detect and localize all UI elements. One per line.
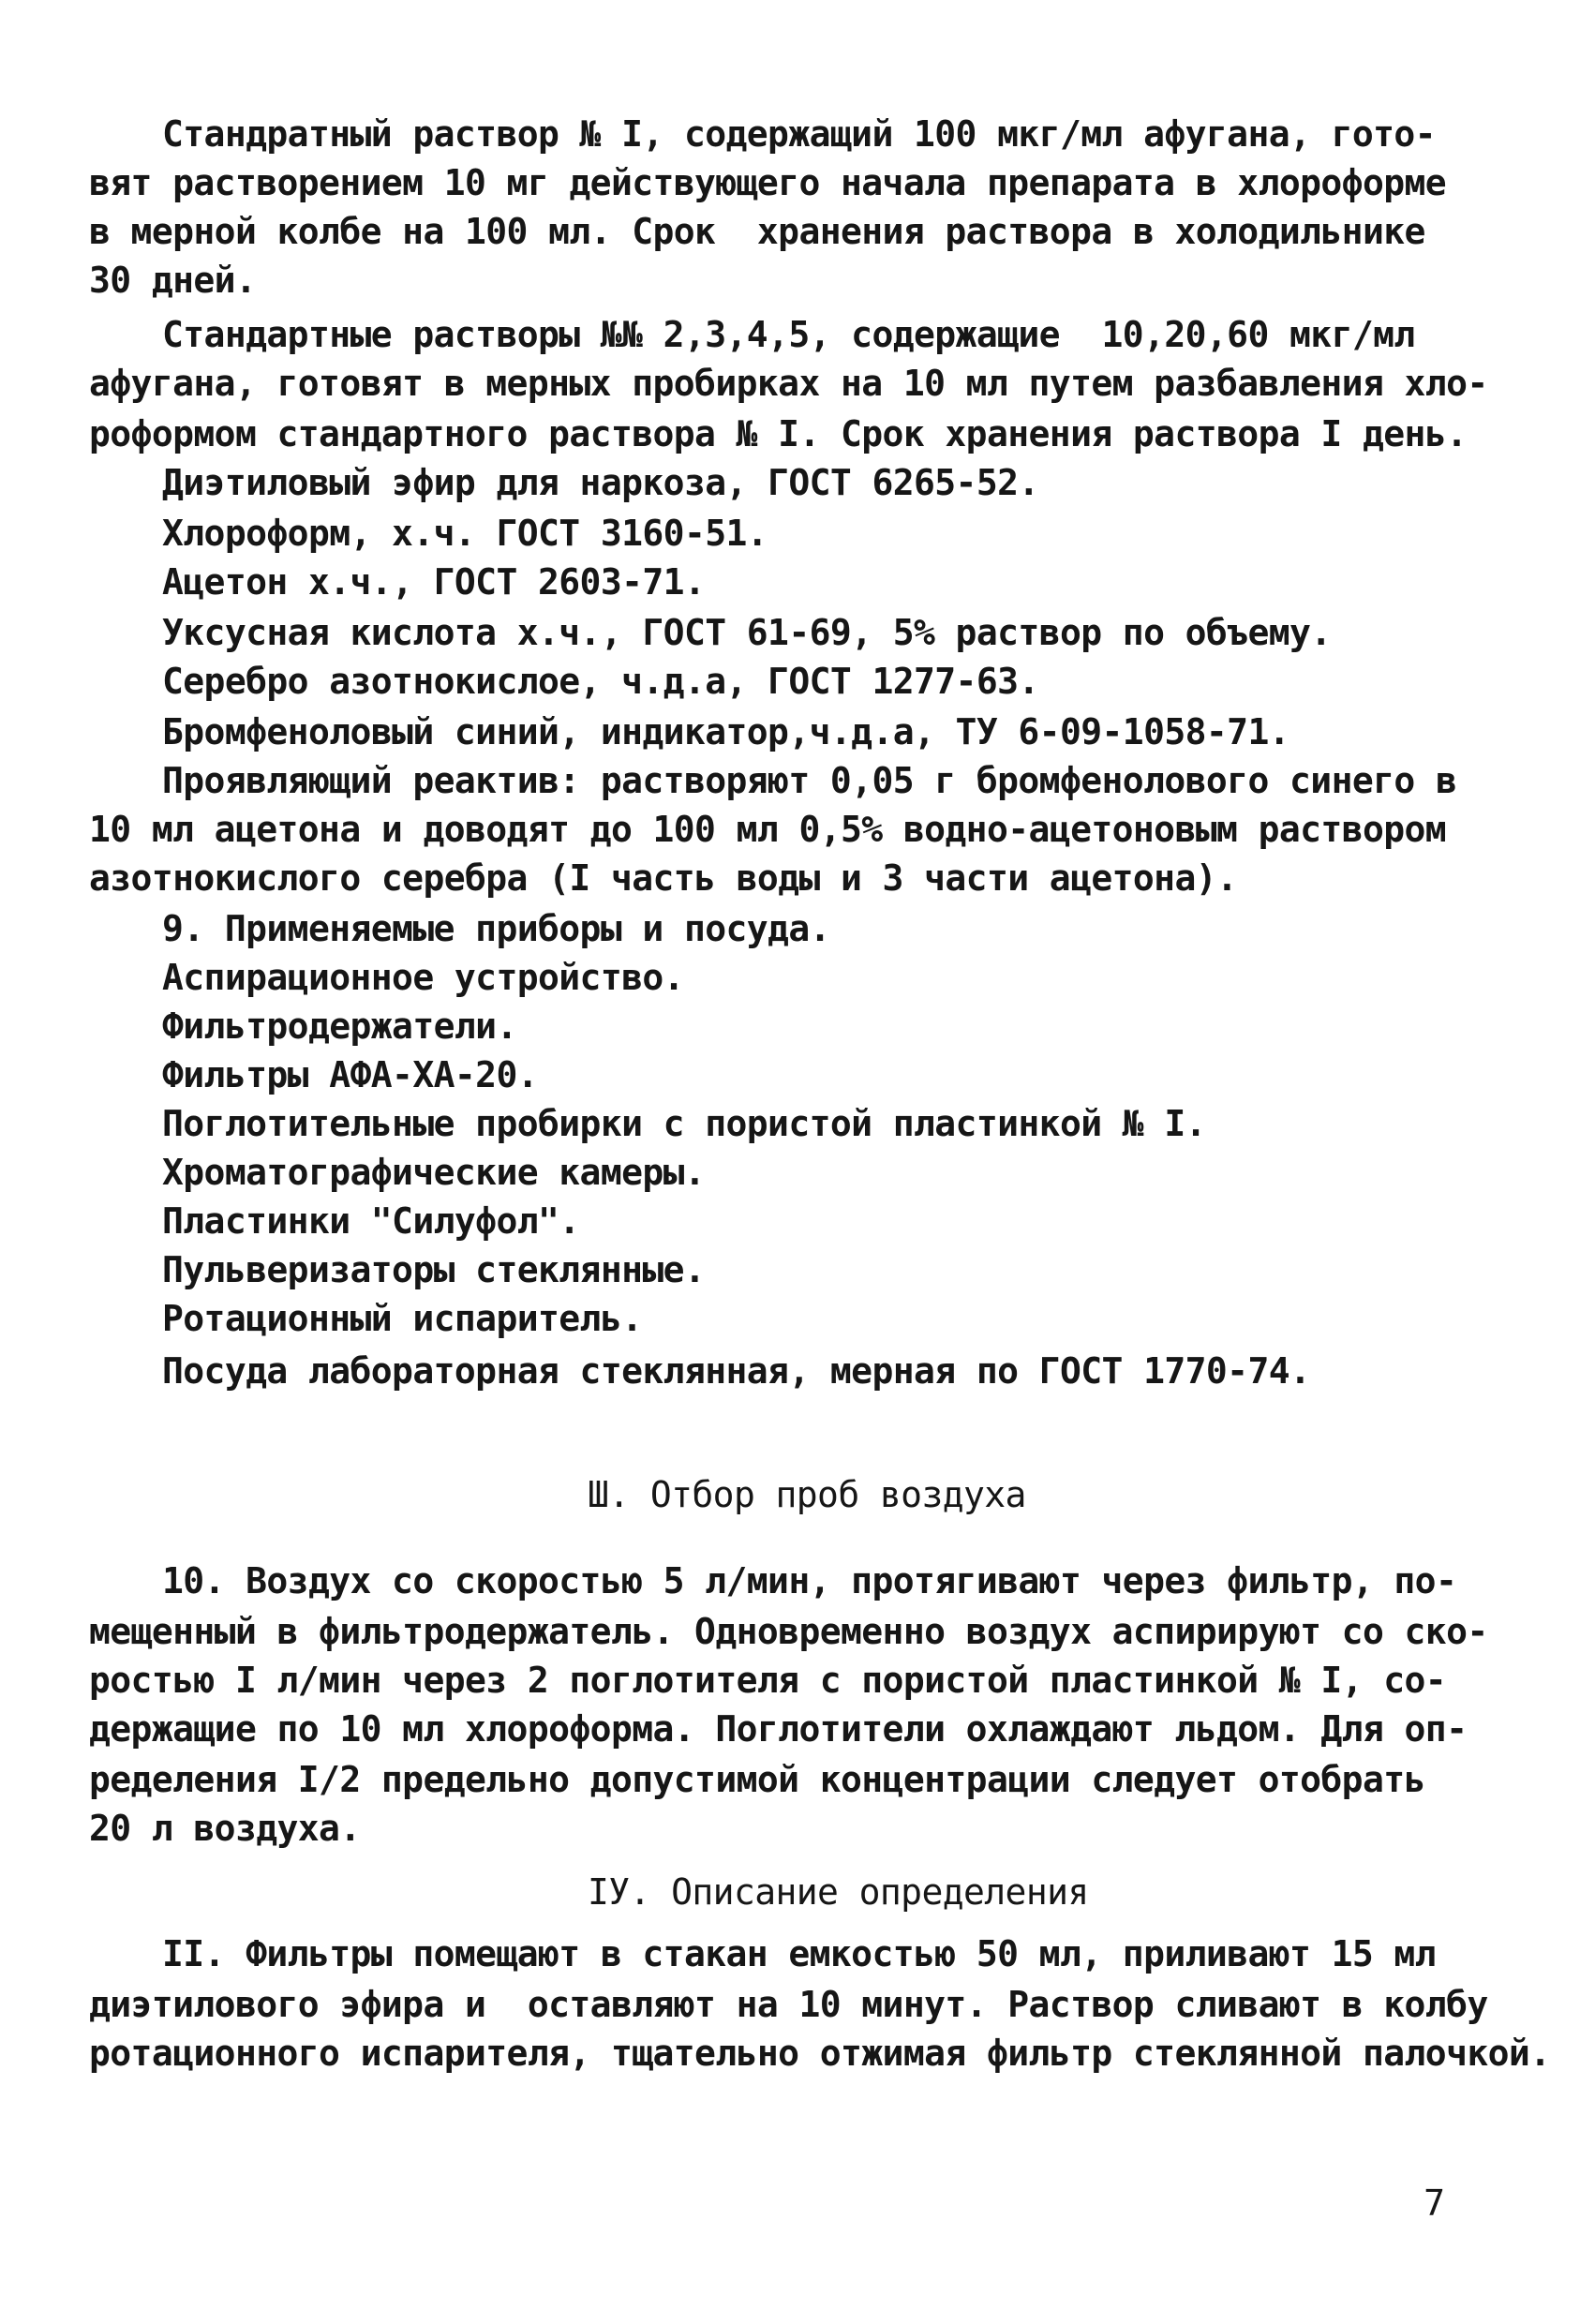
text-line: азотнокислого серебра (I часть воды и 3 части ацетона).: [89, 857, 1238, 899]
text-line: роформом стандартного раствора № I. Срок хранения раствора I день.: [89, 413, 1468, 454]
text-line: II. Фильтры помещают в стакан емкостью 50 мл, приливают 15 мл: [162, 1933, 1436, 1974]
text-line: 10 мл ацетона и доводят до 100 мл 0,5% водно-ацетоновым раствором: [89, 809, 1447, 850]
text-line: Стандратный раствор № I, содержащий 100 мкг/мл афугана, гото-: [162, 113, 1436, 155]
equipment-line: Посуда лабораторная стеклянная, мерная по ГОСТ 1770-74.: [162, 1350, 1311, 1392]
reagent-line: Бромфеноловый синий, индикатор,ч.д.а, ТУ 6-09-1058-71.: [162, 711, 1290, 752]
equipment-line: Аспирационное устройство.: [162, 957, 684, 998]
section-heading-description: IУ. Описание определения: [588, 1871, 1089, 1913]
text-line: мещенный в фильтродержатель. Одновременно воздух аспирируют со ско-: [89, 1611, 1488, 1652]
equipment-line: Хроматографические камеры.: [162, 1152, 706, 1193]
text-line: ростью I л/мин через 2 поглотителя с пористой пластинкой № I, со-: [89, 1660, 1447, 1701]
section-heading-sampling: Ш. Отбор проб воздуха: [588, 1474, 1026, 1515]
equipment-line: Ротационный испаритель.: [162, 1298, 643, 1339]
text-line: 30 дней.: [89, 260, 257, 301]
reagent-line: Серебро азотнокислое, ч.д.а, ГОСТ 1277-63.: [162, 661, 1039, 702]
text-line: Стандартные растворы №№ 2,3,4,5, содержащие 10,20,60 мкг/мл: [162, 314, 1415, 355]
text-line: в мерной колбе на 100 мл. Срок хранения раствора в холодильнике: [89, 211, 1425, 252]
text-line: Проявляющий реактив: растворяют 0,05 г бромфенолового синего в: [162, 760, 1457, 801]
reagent-line: Уксусная кислота х.ч., ГОСТ 61-69, 5% раствор по объему.: [162, 612, 1332, 653]
equipment-line: Фильтры АФА-ХА-20.: [162, 1054, 539, 1095]
text-line: 10. Воздух со скоростью 5 л/мин, протягивают через фильтр, по-: [162, 1560, 1457, 1601]
equipment-line: Фильтродержатели.: [162, 1006, 517, 1047]
text-line: афугана, готовят в мерных пробирках на 10 мл путем разбавления хло-: [89, 363, 1488, 404]
text-line: ротационного испарителя, тщательно отжимая фильтр стеклянной палочкой.: [89, 2033, 1551, 2074]
text-line: диэтилового эфира и оставляют на 10 минут. Раствор сливают в колбу: [89, 1984, 1488, 2025]
text-line: вят растворением 10 мг действующего начала препарата в хлороформе: [89, 162, 1447, 203]
text-line: держащие по 10 мл хлороформа. Поглотители охлаждают льдом. Для оп-: [89, 1708, 1468, 1750]
equipment-line: Пульверизаторы стеклянные.: [162, 1249, 706, 1290]
page-number: 7: [1424, 2182, 1445, 2224]
reagent-line: Диэтиловый эфир для наркоза, ГОСТ 6265-52.: [162, 462, 1039, 503]
text-line: 20 л воздуха.: [89, 1808, 361, 1849]
equipment-line: Пластинки "Силуфол".: [162, 1200, 580, 1242]
equipment-line: Поглотительные пробирки с пористой пластинкой № I.: [162, 1103, 1206, 1144]
text-line: ределения I/2 предельно допустимой концентрации следует отобрать: [89, 1759, 1425, 1800]
section-item-title: 9. Применяемые приборы и посуда.: [162, 908, 830, 949]
reagent-line: Ацетон х.ч., ГОСТ 2603-71.: [162, 561, 706, 603]
reagent-line: Хлороформ, х.ч. ГОСТ 3160-51.: [162, 513, 768, 554]
